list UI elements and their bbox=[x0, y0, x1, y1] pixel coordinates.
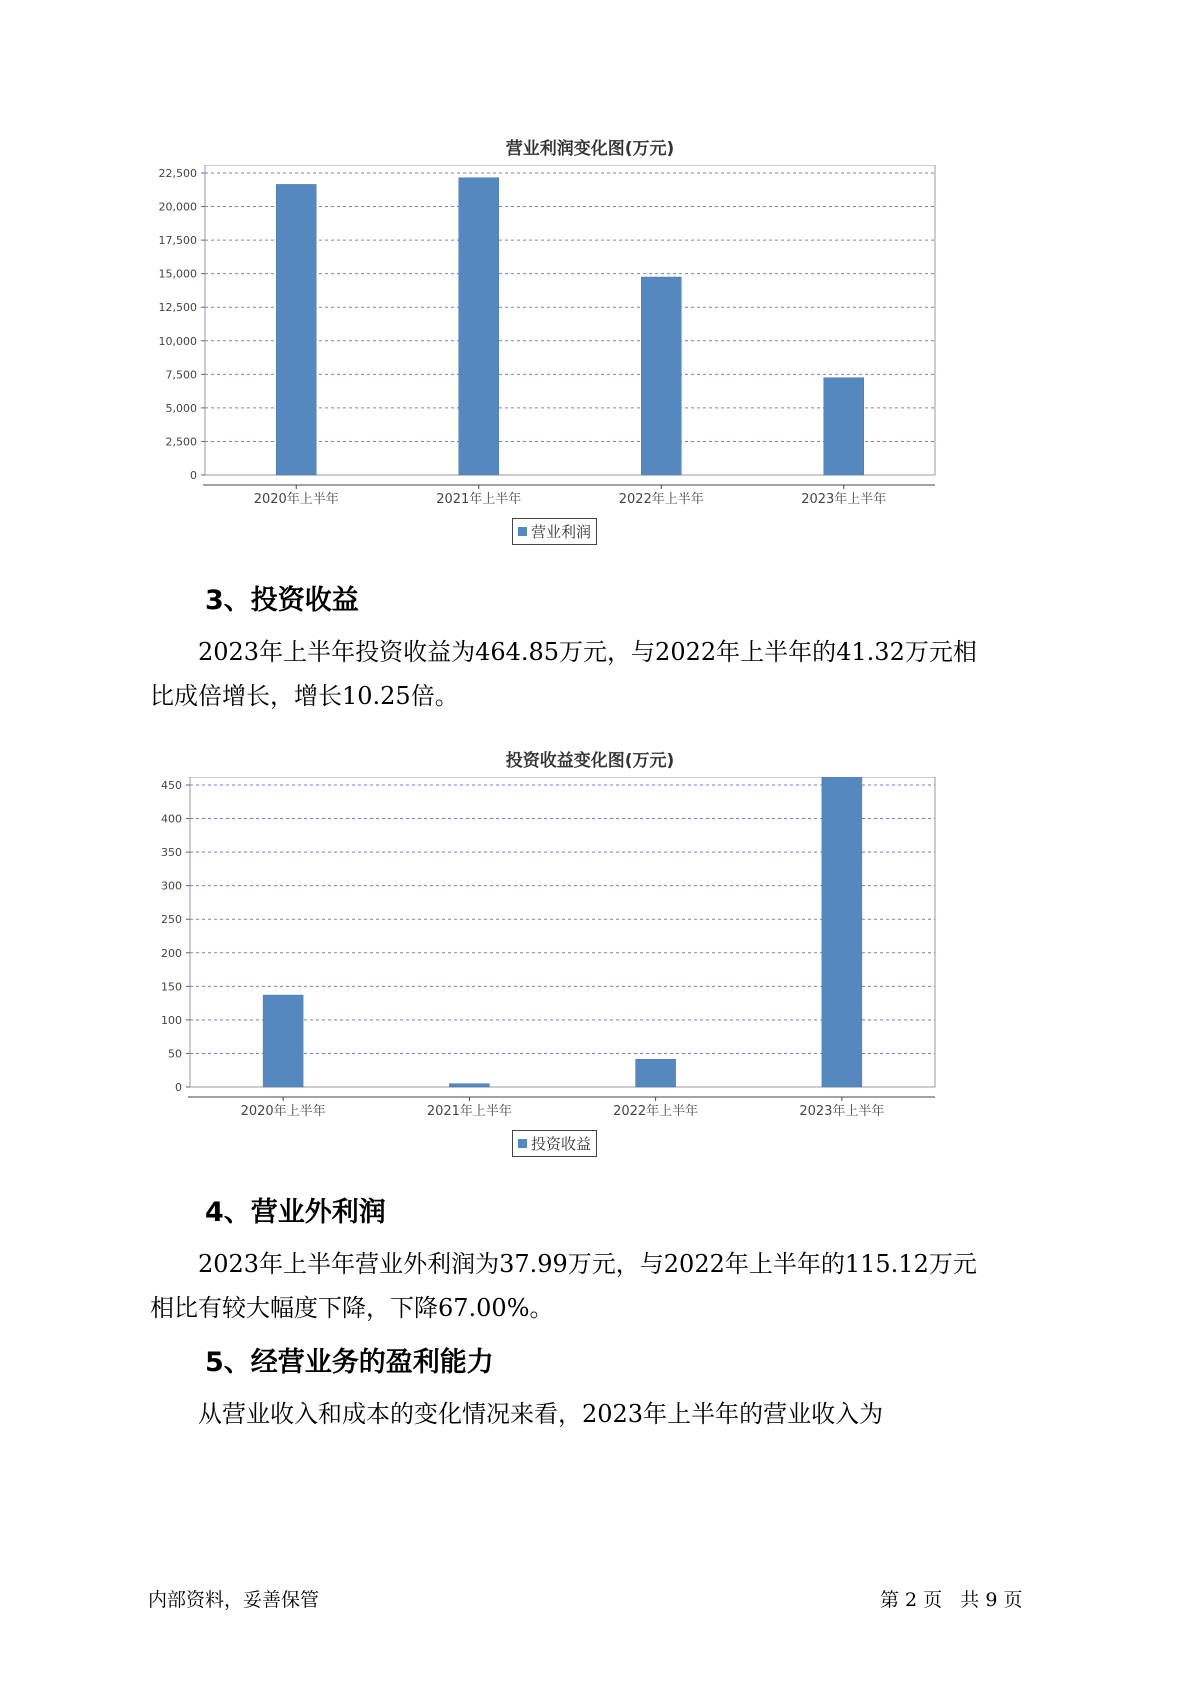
bar bbox=[459, 178, 499, 475]
y-tick-label: 0 bbox=[175, 1081, 182, 1094]
x-tick-label: 2020年上半年 bbox=[253, 492, 339, 507]
y-tick-label: 400 bbox=[161, 812, 182, 826]
section-paragraph-4 bbox=[150, 1242, 1050, 1330]
y-tick-label: 15,000 bbox=[158, 267, 197, 281]
legend-swatch bbox=[518, 527, 527, 536]
legend-swatch bbox=[518, 1139, 527, 1148]
y-tick-label: 150 bbox=[161, 980, 182, 994]
y-tick-label: 2,500 bbox=[165, 435, 197, 449]
x-tick-label: 2022年上半年 bbox=[613, 1104, 699, 1119]
y-tick-label: 5,000 bbox=[165, 401, 197, 415]
section-paragraph-5 bbox=[150, 1392, 1050, 1436]
chart-plot bbox=[150, 777, 1030, 1147]
y-tick-label: 250 bbox=[161, 913, 182, 927]
y-tick-label: 10,000 bbox=[158, 334, 197, 348]
bar bbox=[276, 184, 316, 475]
x-tick-label: 2021年上半年 bbox=[436, 492, 522, 507]
x-tick-label: 2023年上半年 bbox=[799, 1104, 885, 1119]
bar bbox=[263, 995, 303, 1087]
y-tick-label: 12,500 bbox=[158, 301, 197, 315]
paragraph-line: 从营业收入和成本的变化情况来看，2023年上半年的营业收入为 bbox=[198, 1400, 884, 1428]
x-tick-label: 2022年上半年 bbox=[618, 492, 704, 507]
section-heading-5: 5、经营业务的盈利能力 bbox=[205, 1347, 494, 1378]
section-paragraph-3 bbox=[150, 630, 1050, 718]
paragraph-line: 2023年上半年营业外利润为37.99万元，与2022年上半年的115.12万元 bbox=[198, 1250, 977, 1278]
y-tick-label: 450 bbox=[161, 779, 182, 792]
y-tick-label: 350 bbox=[161, 846, 182, 860]
paragraph-line: 比成倍增长，增长10.25倍。 bbox=[150, 682, 459, 710]
chart-title: 投资收益变化图(万元) bbox=[505, 751, 675, 771]
y-tick-label: 17,500 bbox=[158, 234, 197, 248]
chart-title: 营业利润变化图(万元) bbox=[505, 139, 675, 159]
y-tick-label: 50 bbox=[168, 1047, 182, 1061]
y-tick-label: 22,500 bbox=[158, 167, 197, 180]
y-tick-label: 7,500 bbox=[165, 368, 197, 382]
legend-label: 营业利润 bbox=[531, 523, 592, 541]
investment-income-chart bbox=[150, 742, 1030, 1162]
bar bbox=[641, 277, 681, 475]
bar bbox=[636, 1059, 676, 1087]
bar bbox=[449, 1084, 489, 1087]
paragraph-line: 2023年上半年投资收益为464.85万元，与2022年上半年的41.32万元相 bbox=[198, 638, 977, 666]
chart-legend bbox=[512, 1130, 597, 1157]
x-tick-label: 2020年上半年 bbox=[240, 1104, 326, 1119]
chart-plot bbox=[150, 165, 1030, 535]
bar bbox=[824, 378, 864, 475]
paragraph-line: 相比有较大幅度下降，下降67.00%。 bbox=[150, 1294, 554, 1322]
y-tick-label: 200 bbox=[161, 946, 182, 960]
bar bbox=[822, 777, 862, 1087]
footer-confidential-note: 内部资料，妥善保管 bbox=[148, 1589, 320, 1611]
x-tick-label: 2023年上半年 bbox=[801, 492, 887, 507]
x-tick-label: 2021年上半年 bbox=[426, 1104, 512, 1119]
y-tick-label: 0 bbox=[190, 469, 197, 482]
chart-legend bbox=[512, 518, 597, 545]
y-tick-label: 20,000 bbox=[158, 200, 197, 214]
footer-page-number: 第 2 页 共 9 页 bbox=[880, 1589, 1023, 1611]
y-tick-label: 100 bbox=[161, 1013, 182, 1027]
section-heading-3: 3、投资收益 bbox=[205, 585, 359, 616]
section-heading-4: 4、营业外利润 bbox=[205, 1197, 386, 1228]
y-tick-label: 300 bbox=[161, 879, 182, 893]
operating-profit-chart bbox=[150, 130, 1030, 550]
legend-label: 投资收益 bbox=[531, 1135, 592, 1153]
